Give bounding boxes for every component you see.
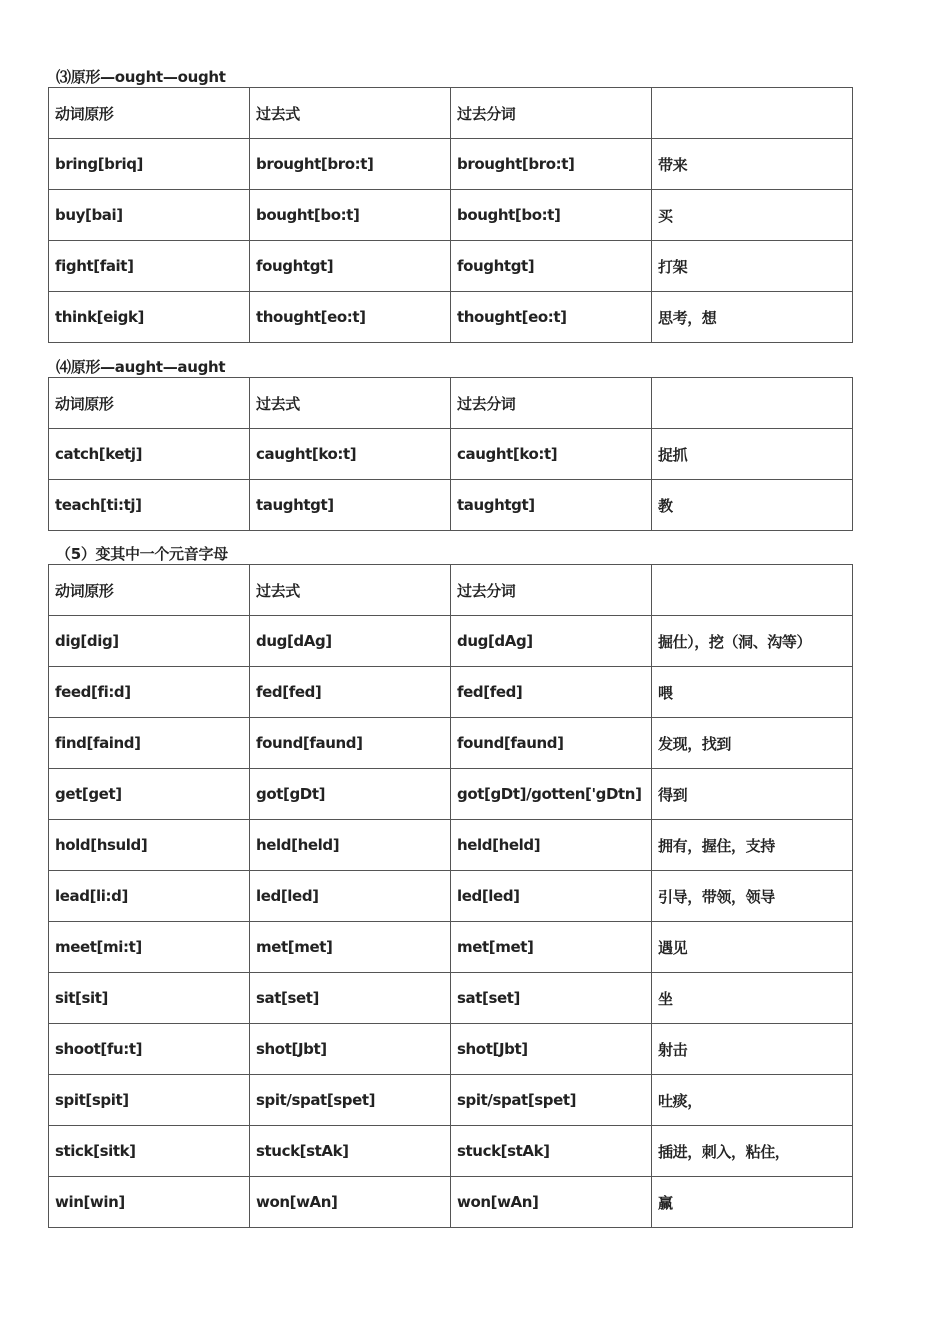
cell-meaning: 发现，找到 <box>652 718 853 769</box>
cell-past-tense: caught[ko:t] <box>250 429 451 480</box>
cell-past-tense: fed[fed] <box>250 667 451 718</box>
cell-meaning: 引导，带领，领导 <box>652 871 853 922</box>
cell-meaning: 买 <box>652 190 853 241</box>
table-row <box>49 190 853 241</box>
table-row <box>49 480 853 531</box>
cell-past-tense: foughtgt] <box>250 241 451 292</box>
cell-meaning: 打架 <box>652 241 853 292</box>
cell-past-participle: held[held] <box>451 820 652 871</box>
table-row <box>49 769 853 820</box>
cell-past-tense: bought[bo:t] <box>250 190 451 241</box>
cell-meaning: 遇见 <box>652 922 853 973</box>
cell-past-participle: stuck[stAk] <box>451 1126 652 1177</box>
table-row <box>49 718 853 769</box>
verb-table <box>48 377 853 531</box>
cell-past-participle: shot[Jbt] <box>451 1024 652 1075</box>
header-past-tense: 过去式 <box>250 378 451 429</box>
cell-meaning: 拥有，握住，支持 <box>652 820 853 871</box>
cell-base-form: shoot[fu:t] <box>49 1024 250 1075</box>
table-row <box>49 820 853 871</box>
header-meaning <box>652 88 853 139</box>
cell-past-tense: thought[eo:t] <box>250 292 451 343</box>
section-aught <box>48 357 852 531</box>
cell-base-form: bring[briq] <box>49 139 250 190</box>
cell-past-participle: caught[ko:t] <box>451 429 652 480</box>
header-base-form: 动词原形 <box>49 88 250 139</box>
table-row <box>49 429 853 480</box>
table-row <box>49 616 853 667</box>
cell-base-form: catch[ketj] <box>49 429 250 480</box>
section-title: （5）变其中一个元音字母 <box>56 545 228 563</box>
cell-past-participle: got[gDt]/gotten['gDtn] <box>451 769 652 820</box>
cell-past-participle: bought[bo:t] <box>451 190 652 241</box>
cell-base-form: dig[dig] <box>49 616 250 667</box>
header-base-form: 动词原形 <box>49 565 250 616</box>
cell-past-participle: won[wAn] <box>451 1177 652 1228</box>
section-title: ⑷原形—aught—aught <box>56 358 226 376</box>
cell-meaning: 坐 <box>652 973 853 1024</box>
cell-meaning: 吐痰， <box>652 1075 853 1126</box>
section-ought <box>48 67 852 343</box>
header-meaning <box>652 565 853 616</box>
cell-base-form: spit[spit] <box>49 1075 250 1126</box>
cell-past-participle: taughtgt] <box>451 480 652 531</box>
table-row <box>49 1024 853 1075</box>
verb-table <box>48 87 853 343</box>
table-row <box>49 1126 853 1177</box>
cell-past-tense: found[faund] <box>250 718 451 769</box>
table-row <box>49 1075 853 1126</box>
cell-base-form: sit[sit] <box>49 973 250 1024</box>
section-vowel-change <box>48 544 852 1228</box>
cell-past-participle: dug[dAg] <box>451 616 652 667</box>
cell-meaning: 教 <box>652 480 853 531</box>
cell-meaning: 捉抓 <box>652 429 853 480</box>
cell-base-form: stick[sitk] <box>49 1126 250 1177</box>
cell-past-tense: met[met] <box>250 922 451 973</box>
cell-meaning: 掘仕），挖（洞、沟等） <box>652 616 853 667</box>
cell-meaning: 喂 <box>652 667 853 718</box>
cell-past-participle: foughtgt] <box>451 241 652 292</box>
cell-meaning: 赢 <box>652 1177 853 1228</box>
cell-base-form: fight[fait] <box>49 241 250 292</box>
cell-meaning: 射击 <box>652 1024 853 1075</box>
header-past-participle: 过去分词 <box>451 565 652 616</box>
cell-past-tense: won[wAn] <box>250 1177 451 1228</box>
cell-meaning: 思考，想 <box>652 292 853 343</box>
header-base-form: 动词原形 <box>49 378 250 429</box>
cell-past-tense: stuck[stAk] <box>250 1126 451 1177</box>
section-title: ⑶原形—ought—ought <box>56 68 226 86</box>
header-past-tense: 过去式 <box>250 565 451 616</box>
table-header-row <box>49 565 853 616</box>
cell-base-form: get[get] <box>49 769 250 820</box>
cell-past-participle: fed[fed] <box>451 667 652 718</box>
header-past-tense: 过去式 <box>250 88 451 139</box>
table-row <box>49 667 853 718</box>
table-header-row <box>49 378 853 429</box>
cell-past-tense: taughtgt] <box>250 480 451 531</box>
cell-base-form: teach[ti:tj] <box>49 480 250 531</box>
cell-base-form: lead[li:d] <box>49 871 250 922</box>
table-row <box>49 922 853 973</box>
cell-past-tense: sat[set] <box>250 973 451 1024</box>
cell-past-tense: got[gDt] <box>250 769 451 820</box>
table-row <box>49 1177 853 1228</box>
header-past-participle: 过去分词 <box>451 378 652 429</box>
cell-base-form: think[eigk] <box>49 292 250 343</box>
cell-past-participle: met[met] <box>451 922 652 973</box>
header-past-participle: 过去分词 <box>451 88 652 139</box>
cell-past-participle: found[faund] <box>451 718 652 769</box>
cell-past-participle: spit/spat[spet] <box>451 1075 652 1126</box>
table-row <box>49 241 853 292</box>
cell-base-form: feed[fi:d] <box>49 667 250 718</box>
cell-past-tense: dug[dAg] <box>250 616 451 667</box>
cell-past-participle: sat[set] <box>451 973 652 1024</box>
table-row <box>49 871 853 922</box>
cell-meaning: 得到 <box>652 769 853 820</box>
cell-past-tense: brought[bro:t] <box>250 139 451 190</box>
cell-meaning: 插进，刺入，粘住， <box>652 1126 853 1177</box>
cell-base-form: win[win] <box>49 1177 250 1228</box>
cell-past-participle: brought[bro:t] <box>451 139 652 190</box>
cell-past-tense: spit/spat[spet] <box>250 1075 451 1126</box>
table-row <box>49 139 853 190</box>
cell-past-participle: thought[eo:t] <box>451 292 652 343</box>
cell-base-form: hold[hsuld] <box>49 820 250 871</box>
cell-base-form: meet[mi:t] <box>49 922 250 973</box>
header-meaning <box>652 378 853 429</box>
cell-base-form: buy[bai] <box>49 190 250 241</box>
cell-past-tense: shot[Jbt] <box>250 1024 451 1075</box>
table-row <box>49 292 853 343</box>
verb-table <box>48 564 853 1228</box>
table-row <box>49 973 853 1024</box>
cell-meaning: 带来 <box>652 139 853 190</box>
cell-past-tense: led[led] <box>250 871 451 922</box>
cell-past-tense: held[held] <box>250 820 451 871</box>
cell-past-participle: led[led] <box>451 871 652 922</box>
table-header-row <box>49 88 853 139</box>
cell-base-form: find[faind] <box>49 718 250 769</box>
